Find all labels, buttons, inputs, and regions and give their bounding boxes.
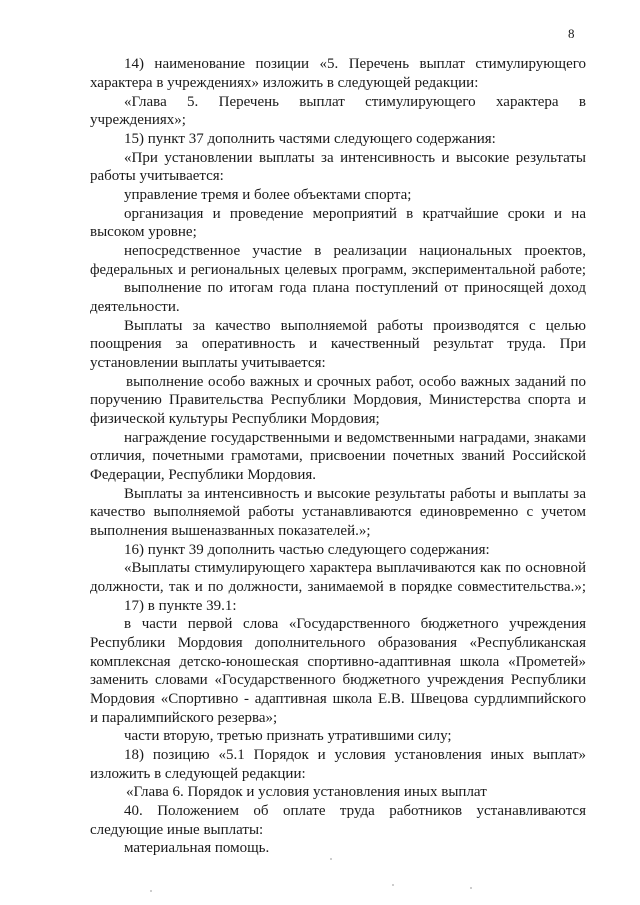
- text-line: должности, так и по должности, занимаемой в порядке совместительства.»;: [90, 579, 586, 595]
- text-line: в части первой слова «Государственного бюджетного учреждения: [124, 616, 586, 632]
- text-line: Мордовия «Спортивно - адаптивная школа Е.В. Швецова сурдлимпийского: [90, 691, 586, 707]
- text-line: 40. Положением об оплате труда работников устанавливаются: [124, 803, 586, 819]
- text-line: «При установлении выплаты за интенсивность и высокие результаты: [124, 150, 586, 166]
- text-line: 17) в пункте 39.1:: [124, 598, 237, 614]
- text-line: 16) пункт 39 дополнить частью следующего содержания:: [124, 542, 490, 558]
- text-line: 18) позицию «5.1 Порядок и условия установления иных выплат»: [124, 747, 586, 763]
- text-line: организация и проведение мероприятий в кратчайшие сроки и на: [124, 206, 586, 222]
- text-line: материальная помощь.: [124, 840, 270, 856]
- text-line: качество выполняемой работы устанавливаются единовременно с учетом: [90, 504, 586, 520]
- text-line: 15) пункт 37 дополнить частями следующего содержания:: [124, 131, 496, 147]
- text-line: отличия, почетными грамотами, присвоении почетных званий Российской: [90, 448, 586, 464]
- text-line: работы учитывается:: [90, 168, 224, 184]
- text-line: и паралимпийского резерва»;: [90, 710, 278, 726]
- text-line: высоком уровне;: [90, 224, 197, 240]
- scan-speck: [330, 858, 332, 860]
- text-line: Выплаты за интенсивность и высокие результаты работы и выплаты за: [124, 486, 586, 502]
- scan-speck: [470, 887, 472, 889]
- text-line: характера в учреждениях» изложить в следующей редакции:: [90, 75, 479, 91]
- text-line: непосредственное участие в реализации национальных проектов,: [124, 243, 586, 259]
- text-line: «Выплаты стимулирующего характера выплачиваются как по основной: [124, 560, 586, 576]
- text-line: Федерации, Республики Мордовия.: [90, 467, 316, 483]
- text-line: выполнения вышеназванных показателей.»;: [90, 523, 371, 539]
- text-line: комплексная детско-юношеская спортивно-адаптивная школа «Прометей»: [90, 654, 586, 670]
- text-line: управление тремя и более объектами спорта;: [124, 187, 412, 203]
- text-line: физической культуры Республики Мордовия;: [90, 411, 380, 427]
- text-line: изложить в следующей редакции:: [90, 766, 306, 782]
- text-line: выполнение по итогам года плана поступлений от приносящей доход: [124, 280, 586, 296]
- text-line: награждение государственными и ведомственными наградами, знаками: [124, 430, 586, 446]
- text-line: установлении выплаты учитывается:: [90, 355, 326, 371]
- text-line: поощрения за оперативность и качественный результат труда. При: [90, 336, 586, 352]
- text-line: поручению Правительства Республики Мордовия, Министерства спорта и: [90, 392, 586, 408]
- text-line: «Глава 5. Перечень выплат стимулирующего характера в: [124, 94, 586, 110]
- text-line: учреждениях»;: [90, 112, 186, 128]
- text-line: 14) наименование позиции «5. Перечень выплат стимулирующего: [124, 56, 586, 72]
- scan-speck: [392, 884, 394, 886]
- text-line: части вторую, третью признать утратившими силу;: [124, 728, 452, 744]
- scan-speck: [150, 890, 152, 892]
- text-line: федеральных и региональных целевых программ, экспериментальной работе;: [90, 262, 586, 278]
- text-line: выполнение особо важных и срочных работ, особо важных заданий по: [126, 374, 586, 390]
- text-line: Выплаты за качество выполняемой работы производятся с целью: [124, 318, 586, 334]
- text-line: заменить словами «Государственного бюджетного учреждения Республики: [90, 672, 586, 688]
- text-line: деятельности.: [90, 299, 180, 315]
- text-line: следующие иные выплаты:: [90, 822, 264, 838]
- text-line: «Глава 6. Порядок и условия установления иных выплат: [126, 784, 487, 800]
- page-number: 8: [568, 26, 575, 41]
- text-line: Республики Мордовия дополнительного образования «Республиканская: [90, 635, 586, 651]
